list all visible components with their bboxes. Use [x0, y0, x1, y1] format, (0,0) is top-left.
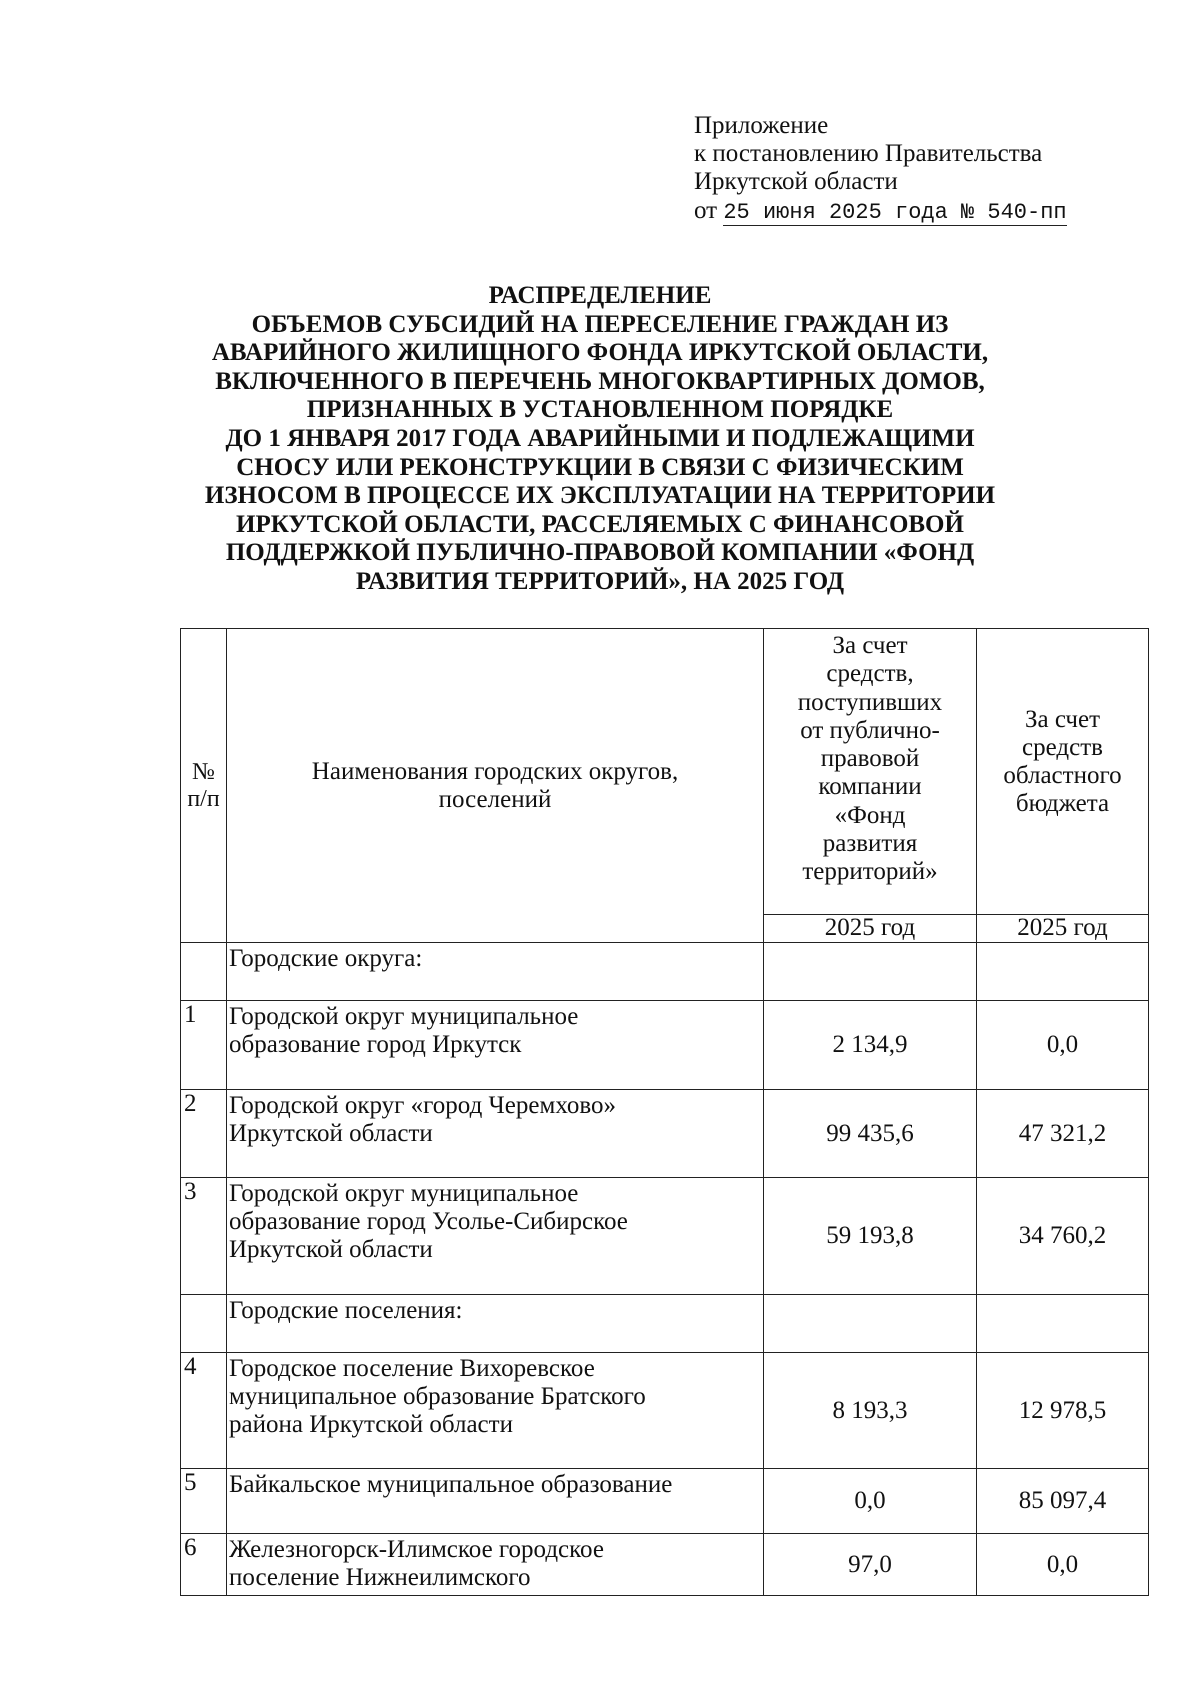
section-urban-districts: Городские округа: [227, 943, 764, 1001]
title-line: ВКЛЮЧЕННОГО В ПЕРЕЧЕНЬ МНОГОКВАРТИРНЫХ ДОМОВ, [215, 367, 985, 395]
appendix-date-number: 25 июня 2025 года № 540-пп [723, 200, 1067, 225]
section-regional-empty [977, 943, 1149, 1001]
section-row [181, 1295, 1149, 1353]
appendix-block [694, 112, 1067, 227]
row-name-line: Городской округ муниципальное [229, 1003, 579, 1030]
header-fund-line: поступивших [797, 688, 943, 716]
title-line: ИРКУТСКОЙ ОБЛАСТИ, РАССЕЛЯЕМЫХ С ФИНАНСОВОЙ [236, 510, 964, 538]
header-name-line: Наименования городских округов, [311, 757, 679, 785]
section-row [181, 943, 1149, 1001]
row-regional: 0,0 [977, 1534, 1149, 1596]
header-fund-line: средств, [826, 660, 914, 688]
row-fund: 59 193,8 [764, 1178, 977, 1295]
title-line: РАЗВИТИЯ ТЕРРИТОРИЙ», НА 2025 ГОД [355, 567, 845, 595]
year-regional: 2025 год [977, 915, 1149, 943]
header-regional-line: бюджета [1015, 789, 1110, 817]
row-regional: 85 097,4 [977, 1469, 1149, 1534]
row-name-line: Городской округ «город Черемхово» [229, 1092, 616, 1119]
subsidy-table [180, 628, 1149, 1596]
row-regional: 12 978,5 [977, 1353, 1149, 1469]
document-title [120, 282, 1080, 597]
row-fund: 99 435,6 [764, 1090, 977, 1178]
row-name [227, 1353, 764, 1469]
row-name-line: Иркутской области [229, 1236, 433, 1263]
row-name-line: Городской округ муниципальное [229, 1180, 579, 1207]
header-fund-line: правовой [820, 745, 920, 773]
row-name-line: поселение Нижнеилимского [229, 1564, 531, 1591]
row-name-line: района Иркутской области [229, 1411, 513, 1438]
row-name [227, 1469, 764, 1534]
row-fund: 0,0 [764, 1469, 977, 1534]
header-num [181, 629, 227, 943]
row-num: 5 [181, 1469, 227, 1534]
appendix-line-1: Приложение [694, 112, 829, 139]
year-fund: 2025 год [764, 915, 977, 943]
title-line: ПРИЗНАННЫХ В УСТАНОВЛЕННОМ ПОРЯДКЕ [306, 396, 894, 424]
header-fund-line: компании [818, 773, 922, 801]
table-row [181, 1090, 1149, 1178]
table-row [181, 1353, 1149, 1469]
title-line: РАСПРЕДЕЛЕНИЕ [488, 282, 712, 309]
section-num-empty [181, 943, 227, 1001]
title-line: ПОДДЕРЖКОЙ ПУБЛИЧНО-ПРАВОВОЙ КОМПАНИИ «ФОНД [225, 539, 975, 567]
header-name [227, 629, 764, 943]
row-name-line: образование город Иркутск [229, 1031, 522, 1058]
section-num-empty [181, 1295, 227, 1353]
header-regional-line: За счет [1024, 705, 1101, 733]
appendix-line-2: к постановлению Правительства [694, 140, 1043, 167]
row-name-line: Байкальское муниципальное образование [229, 1471, 673, 1498]
section-regional-empty [977, 1295, 1149, 1353]
appendix-date-line [694, 197, 1067, 227]
row-num: 3 [181, 1178, 227, 1295]
title-line: ДО 1 ЯНВАРЯ 2017 ГОДА АВАРИЙНЫМИ И ПОДЛЕЖАЩИМИ [225, 424, 975, 452]
header-name-line: поселений [438, 785, 552, 813]
row-name-line: Городское поселение Вихоревское [229, 1355, 595, 1382]
header-fund-line: территорий» [802, 858, 938, 886]
row-num: 4 [181, 1353, 227, 1469]
row-num: 1 [181, 1001, 227, 1090]
row-name-line: Иркутской области [229, 1120, 433, 1147]
header-fund-line: За счет [832, 632, 908, 659]
appendix-prefix: от [694, 197, 718, 224]
header-fund-line: от публично- [800, 716, 940, 744]
row-name [227, 1001, 764, 1090]
row-regional: 0,0 [977, 1001, 1149, 1090]
header-fund [764, 629, 977, 915]
title-line: СНОСУ ИЛИ РЕКОНСТРУКЦИИ В СВЯЗИ С ФИЗИЧЕСКИМ [236, 453, 964, 481]
section-fund-empty [764, 943, 977, 1001]
title-line: ОБЪЕМОВ СУБСИДИЙ НА ПЕРЕСЕЛЕНИЕ ГРАЖДАН ИЗ [251, 310, 949, 338]
row-num: 2 [181, 1090, 227, 1178]
row-name [227, 1534, 764, 1596]
row-name-line: муниципальное образование Братского [229, 1383, 646, 1410]
header-row [181, 629, 1149, 915]
row-name-line: образование город Усолье-Сибирское [229, 1208, 628, 1235]
table-row [181, 1178, 1149, 1295]
header-regional-line: областного [1003, 761, 1122, 789]
row-fund: 2 134,9 [764, 1001, 977, 1090]
row-name [227, 1178, 764, 1295]
row-name [227, 1090, 764, 1178]
header-regional [977, 629, 1149, 915]
row-fund: 97,0 [764, 1534, 977, 1596]
table-row [181, 1534, 1149, 1596]
row-regional: 34 760,2 [977, 1178, 1149, 1295]
header-num-line: № [192, 758, 215, 785]
row-num: 6 [181, 1534, 227, 1596]
row-regional: 47 321,2 [977, 1090, 1149, 1178]
section-urban-settlements: Городские поселения: [227, 1295, 764, 1353]
row-fund: 8 193,3 [764, 1353, 977, 1469]
header-num-line: п/п [187, 785, 220, 812]
table-row [181, 1469, 1149, 1534]
title-line: ИЗНОСОМ В ПРОЦЕССЕ ИХ ЭКСПЛУАТАЦИИ НА ТЕРРИТОРИИ [204, 482, 996, 510]
appendix-line-3: Иркутской области [694, 168, 898, 195]
header-fund-line: «Фонд [834, 801, 906, 829]
section-fund-empty [764, 1295, 977, 1353]
table-row [181, 1001, 1149, 1090]
header-regional-line: средств [1022, 733, 1103, 761]
row-name-line: Железногорск-Илимское городское [229, 1536, 604, 1563]
title-line: АВАРИЙНОГО ЖИЛИЩНОГО ФОНДА ИРКУТСКОЙ ОБЛАСТИ, [211, 339, 989, 367]
header-fund-line: развития [822, 830, 918, 858]
